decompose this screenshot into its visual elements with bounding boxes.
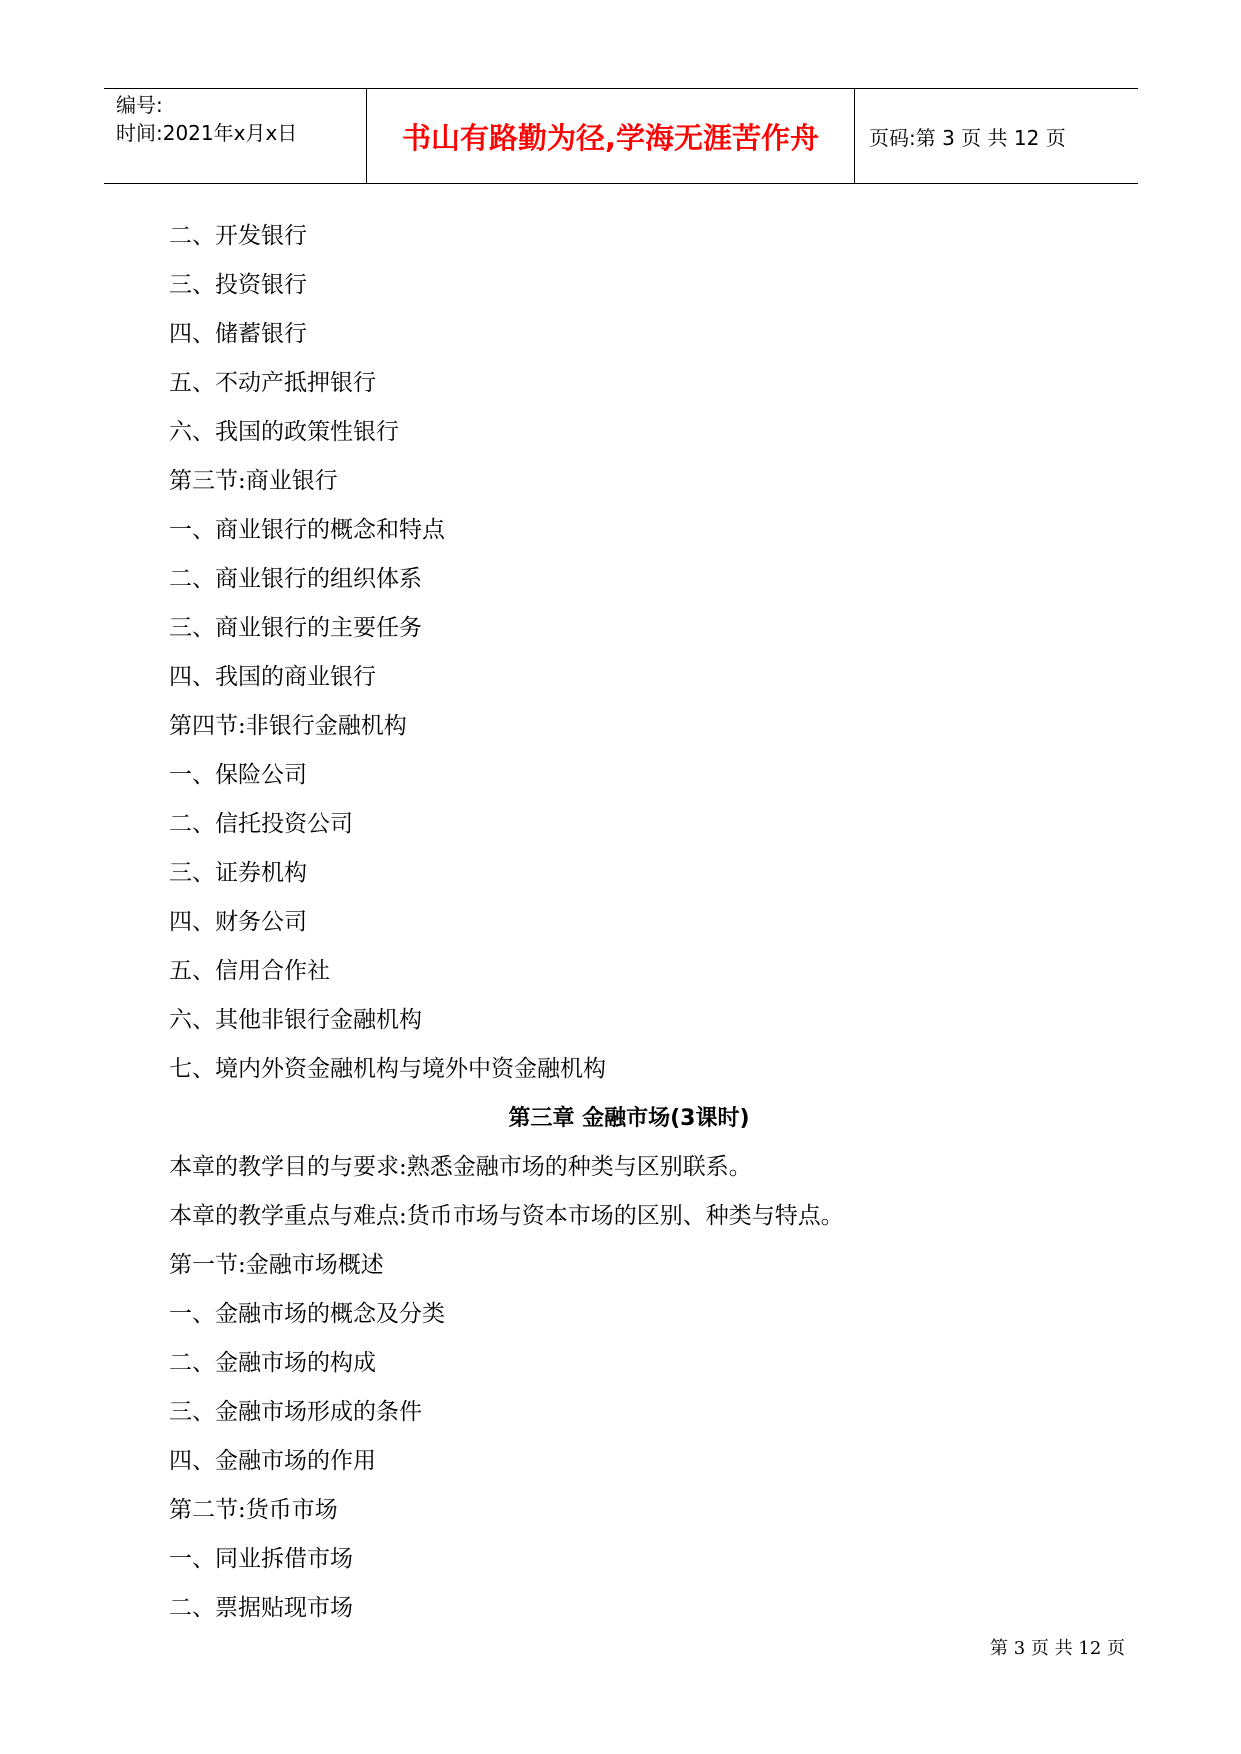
outline-item: 二、金融市场的构成 [169, 1350, 376, 1376]
outline-item: 五、信用合作社 [169, 958, 330, 984]
outline-item: 四、我国的商业银行 [169, 664, 376, 690]
outline-item: 二、票据贴现市场 [169, 1595, 353, 1621]
number-label: 编号: [116, 93, 163, 117]
outline-item: 一、保险公司 [169, 762, 307, 788]
section-heading: 第三节:商业银行 [169, 468, 338, 494]
outline-item: 六、其他非银行金融机构 [169, 1007, 422, 1033]
outline-item: 三、金融市场形成的条件 [169, 1399, 422, 1425]
time-label: 时间:2021年x月x日 [116, 121, 298, 145]
outline-item: 一、同业拆借市场 [169, 1546, 353, 1572]
outline-item: 三、商业银行的主要任务 [169, 615, 422, 641]
page-header [104, 88, 1138, 184]
outline-item: 三、投资银行 [169, 272, 307, 298]
outline-item: 一、金融市场的概念及分类 [169, 1301, 445, 1327]
section-heading: 第二节:货币市场 [169, 1497, 338, 1523]
section-heading: 第一节:金融市场概述 [169, 1252, 384, 1278]
outline-item: 二、开发银行 [169, 223, 307, 249]
section-heading: 第四节:非银行金融机构 [169, 713, 407, 739]
outline-item: 一、商业银行的概念和特点 [169, 517, 445, 543]
document-body [169, 212, 1129, 1633]
header-page-cell [855, 89, 1138, 183]
outline-item: 四、储蓄银行 [169, 321, 307, 347]
outline-item: 三、证券机构 [169, 860, 307, 886]
outline-item: 四、财务公司 [169, 909, 307, 935]
outline-item: 二、信托投资公司 [169, 811, 353, 837]
chapter-heading: 第三章 金融市场(3课时) [508, 1106, 750, 1131]
outline-item: 七、境内外资金融机构与境外中资金融机构 [169, 1056, 606, 1082]
header-motto-cell [367, 89, 855, 183]
header-meta-cell [104, 89, 367, 183]
outline-item: 四、金融市场的作用 [169, 1448, 376, 1474]
outline-item: 六、我国的政策性银行 [169, 419, 399, 445]
outline-item: 本章的教学重点与难点:货币市场与资本市场的区别、种类与特点。 [169, 1203, 844, 1229]
footer-page-info: 第 3 页 共 12 页 [990, 1638, 1125, 1659]
outline-item: 本章的教学目的与要求:熟悉金融市场的种类与区别联系。 [169, 1154, 752, 1180]
motto-text: 书山有路勤为径,学海无涯苦作舟 [401, 120, 820, 155]
outline-item: 五、不动产抵押银行 [169, 370, 376, 396]
page-footer [990, 1634, 1125, 1660]
outline-item: 二、商业银行的组织体系 [169, 566, 422, 592]
page-code: 页码:第 3 页 共 12 页 [869, 125, 1066, 150]
